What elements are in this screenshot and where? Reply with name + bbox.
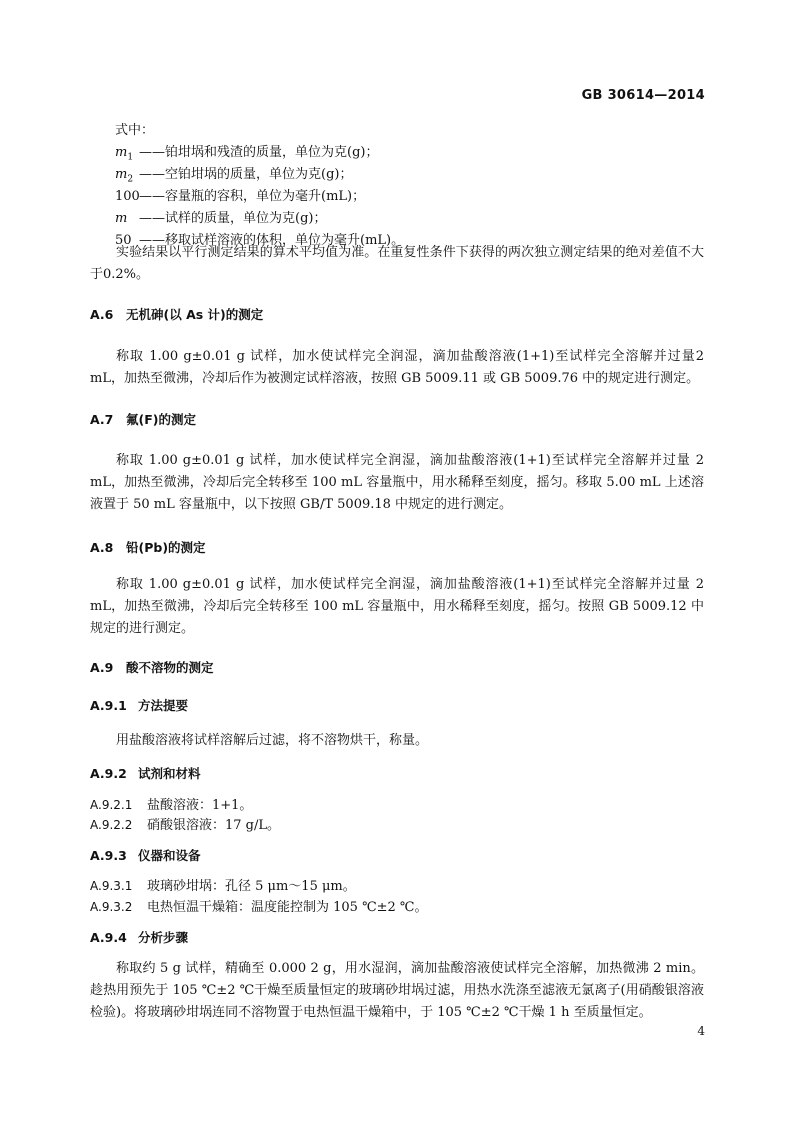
item-a931: A.9.3.1 玻璃砂坩埚：孔径 5 μm～15 μm。 <box>90 879 356 894</box>
section-a9-heading: A.9 酸不溶物的测定 <box>90 660 214 675</box>
section-a6-body: 称取 1.00 g±0.01 g 试样，加水使试样完全润湿，滴加盐酸溶液(1+1)至试样完全溶解并过量2 mL，加热至微沸，冷却后作为被测定试样溶液，按照 GB 5009.11 或 GB 5009.76 中的规定进行测定。 <box>90 349 704 386</box>
section-a8-heading: A.8 铅(Pb)的测定 <box>90 540 206 555</box>
result-note: 实验结果以平行测定结果的算术平均值为准。在重复性条件下获得的两次独立测定结果的绝对差值不大于0.2%。 <box>90 245 704 282</box>
item-a921: A.9.2.1 盐酸溶液：1+1。 <box>90 798 253 813</box>
formula-intro: 式中： <box>115 123 155 138</box>
section-a92-heading: A.9.2 试剂和材料 <box>90 766 201 781</box>
definition-50: 50 ——移取试样溶液的体积，单位为毫升(mL)。 <box>115 233 405 248</box>
section-a7-heading: A.7 氟(F)的测定 <box>90 412 196 427</box>
section-a94-body: 称取约 5 g 试样，精确至 0.000 2 g，用水湿润，滴加盐酸溶液使试样完全溶解，加热微沸 2 min。趁热用预先于 105 ℃±2 ℃干燥至质量恒定的玻璃砂坩埚过滤，用热水洗涤至滤液无氯离子(用硝酸银溶液检验)。将玻璃砂坩埚连同不溶物置于电热恒温干燥箱中，于 105 ℃±2 ℃干燥 1 h 至质量恒定。 <box>90 961 704 1020</box>
definition-m1: $m_1$ ——铂坩埚和残渣的质量，单位为克(g)； <box>115 145 379 163</box>
section-a91-heading: A.9.1 方法提要 <box>90 698 189 713</box>
standard-number: GB 30614—2014 <box>581 88 705 103</box>
page-number: 4 <box>697 1024 705 1038</box>
definition-100: 100——容量瓶的容积，单位为毫升(mL)； <box>115 189 366 204</box>
section-a7-body: 称取 1.00 g±0.01 g 试样，加水使试样完全润湿，滴加盐酸溶液(1+1)至试样完全溶解并过量 2 mL，加热至微沸，冷却后完全转移至 100 mL 容量瓶中，用水稀释至刻度，摇匀。移取 5.00 mL 上述溶液置于 50 mL 容量瓶中，以下按照 GB/T 5009.18 中规定的进行测定。 <box>90 453 704 512</box>
item-a922: A.9.2.2 硝酸银溶液：17 g/L。 <box>90 818 281 833</box>
section-a8-body: 称取 1.00 g±0.01 g 试样，加水使试样完全润湿，滴加盐酸溶液(1+1)至试样完全溶解并过量 2 mL，加热至微沸，冷却后完全转移至 100 mL 容量瓶中，用水稀释至刻度，摇匀。按照 GB 5009.12 中规定的进行测定。 <box>90 577 704 636</box>
section-a94-heading: A.9.4 分析步骤 <box>90 930 189 945</box>
definition-m2: $m_2$ ——空铂坩埚的质量，单位为克(g)； <box>115 167 353 185</box>
item-a932: A.9.3.2 电热恒温干燥箱：温度能控制为 105 ℃±2 ℃。 <box>90 900 428 915</box>
section-a91-body: 用盐酸溶液将试样溶解后过滤，将不溶物烘干，称量。 <box>116 733 429 748</box>
section-a6-heading: A.6 无机砷(以 As 计)的测定 <box>90 307 264 322</box>
section-a93-heading: A.9.3 仪器和设备 <box>90 848 201 863</box>
definition-m: m ——试样的质量，单位为克(g)； <box>115 211 327 226</box>
